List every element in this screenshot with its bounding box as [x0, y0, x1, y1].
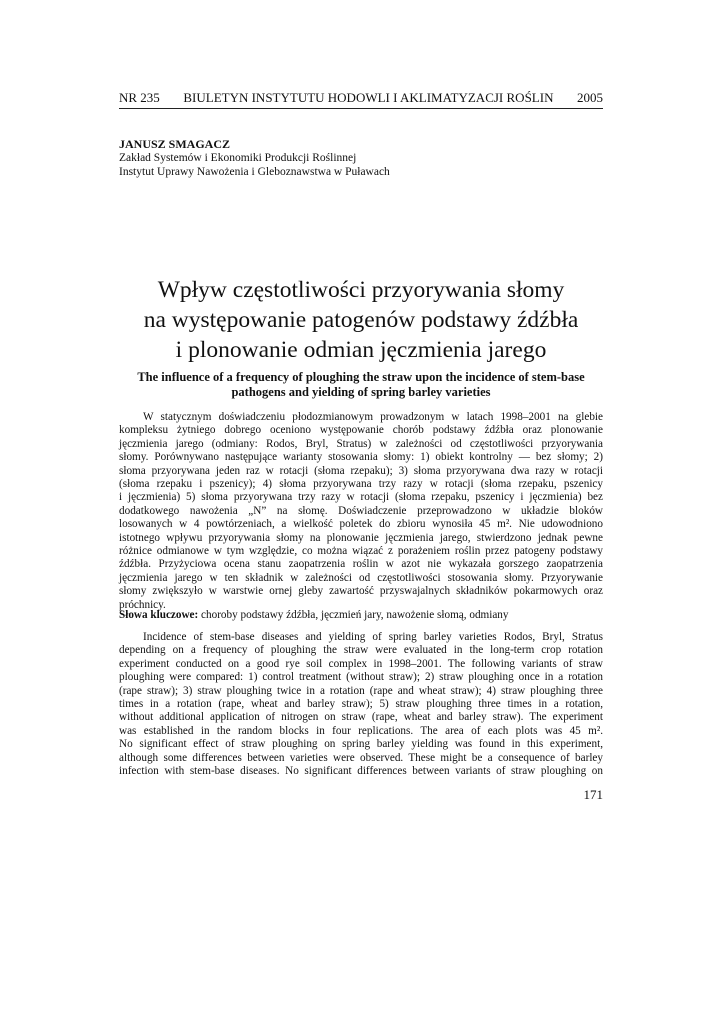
abstract-line: (słoma rzepaku i pszenicy); 4) słoma przyorywana trzy razy w rotacji (słoma rzepaku, pszenicy	[119, 478, 603, 491]
polish-abstract	[119, 411, 603, 612]
publication-year: 2005	[577, 90, 603, 105]
abstract-line: experiment conducted on a good rye soil complex in 1998–2001. The following variants of straw	[119, 657, 603, 670]
author-block	[119, 137, 603, 179]
keywords-label: Słowa kluczowe:	[119, 609, 199, 621]
abstract-line: jęczmienia jarego w ten składnik w zależności od częstotliwości stosowania słomy. Przyorywanie	[119, 571, 603, 584]
abstract-line: (rape straw); 3) straw ploughing twice in a rotation (rape and wheat straw); 4) straw ploughing three	[119, 684, 603, 697]
abstract-line: kompleksu żytniego dobrego oceniono występowanie chorób podstawy źdźbła oraz plonowanie	[119, 424, 603, 437]
abstract-line: i jęczmienia) 5) słoma przyorywana trzy razy w rotacji (słoma rzepaku, pszenicy i jęczmienia) bez	[119, 491, 603, 504]
abstract-line: słoma przyorywana jeden raz w rotacji (słoma rzepaku); 3) słoma przyorywana dwa razy w rotacji	[119, 464, 603, 477]
page-number: 171	[583, 787, 603, 802]
abstract-line: źdźbła. Przyżyciowa ocena stanu zaopatrzenia roślin w azot nie wykazała gorszego zaopatrzenia	[119, 558, 603, 571]
english-title-line: The influence of a frequency of ploughing the straw upon the incidence of stem-base	[137, 370, 585, 384]
keywords	[119, 609, 603, 622]
abstract-line: różnice odmianowe w tym względzie, co można wiązać z porażeniem roślin przez patogeny podstawy	[119, 545, 603, 558]
author-affiliation: Zakład Systemów i Ekonomiki Produkcji Roślinnej	[119, 152, 357, 164]
abstract-line: próchnicy.	[119, 598, 166, 611]
abstract-line: Incidence of stem-base diseases and yielding of spring barley varieties Rodos, Bryl, Stratus	[143, 631, 603, 643]
english-title-line: pathogens and yielding of spring barley varieties	[231, 385, 491, 399]
abstract-line: infection with stem-base diseases. No significant differences between variants of straw ploughing on	[119, 765, 603, 778]
abstract-line: dodatkowego nawożenia „N” na słomę. Doświadczenie przeprowadzono w układzie bloków	[119, 504, 603, 517]
abstract-line: jęczmienia jarego (odmiany: Rodos, Bryl, Stratus) w zależności od częstotliwości przyorywania	[119, 437, 603, 450]
abstract-line: słomy zwiększyło w warstwie ornej gleby zawartość przyswajalnych składników pokarmowych oraz	[119, 585, 603, 598]
abstract-line: was established in the random blocks in four replications. The area of each plots was 45 m².	[119, 724, 603, 737]
abstract-line: No significant effect of straw ploughing on spring barley yielding was found in this experiment,	[119, 738, 603, 751]
paper-title	[119, 275, 603, 365]
author-institute: Instytut Uprawy Nawożenia i Gleboznawstwa w Puławach	[119, 166, 390, 178]
abstract-line: słomy. Porównywano następujące warianty stosowania słomy: 1) obiekt kontrolny — bez słomy; 2)	[119, 451, 603, 464]
abstract-line: depending on a frequency of ploughing the straw were evaluated in the long-term crop rotation	[119, 644, 603, 657]
journal-name: BIULETYN INSTYTUTU HODOWLI I AKLIMATYZACJI ROŚLIN	[183, 90, 554, 105]
author-name: JANUSZ SMAGACZ	[119, 137, 231, 151]
abstract-line: although some differences between varieties were observed. These might be a consequence of barley	[119, 751, 603, 764]
title-line: Wpływ częstotliwości przyorywania słomy	[157, 277, 565, 303]
title-line: na występowanie patogenów podstawy źdźbła	[143, 307, 579, 333]
abstract-line: without additional application of nitrogen on straw (rape, wheat and barley straw). The experiment	[119, 711, 603, 724]
abstract-line: istotnego wpływu przyorywania słomy na plonowanie jęczmienia jarego, stwierdzono jednak pewne	[119, 531, 603, 544]
english-abstract	[119, 631, 603, 778]
english-title	[119, 370, 603, 400]
keywords-text: choroby podstawy źdźbła, jęczmień jary, nawożenie słomą, odmiany	[198, 609, 509, 621]
abstract-line: W statycznym doświadczeniu płodozmianowym prowadzonym w latach 1998–2001 na glebie	[143, 411, 603, 423]
abstract-line: times in a rotation (rape, wheat and barley straw); 5) straw ploughing three times in a rotation,	[119, 698, 603, 711]
running-header	[119, 90, 603, 109]
title-line: i plonowanie odmian jęczmienia jarego	[175, 337, 547, 363]
abstract-line: losowanych w 4 powtórzeniach, a wielkość poletek do zbioru wynosiła 45 m². Nie udowodniono	[119, 518, 603, 531]
issue-number: NR 235	[119, 90, 160, 105]
abstract-line: ploughing were compared: 1) control treatment (without straw); 2) straw ploughing once in a rotation	[119, 671, 603, 684]
